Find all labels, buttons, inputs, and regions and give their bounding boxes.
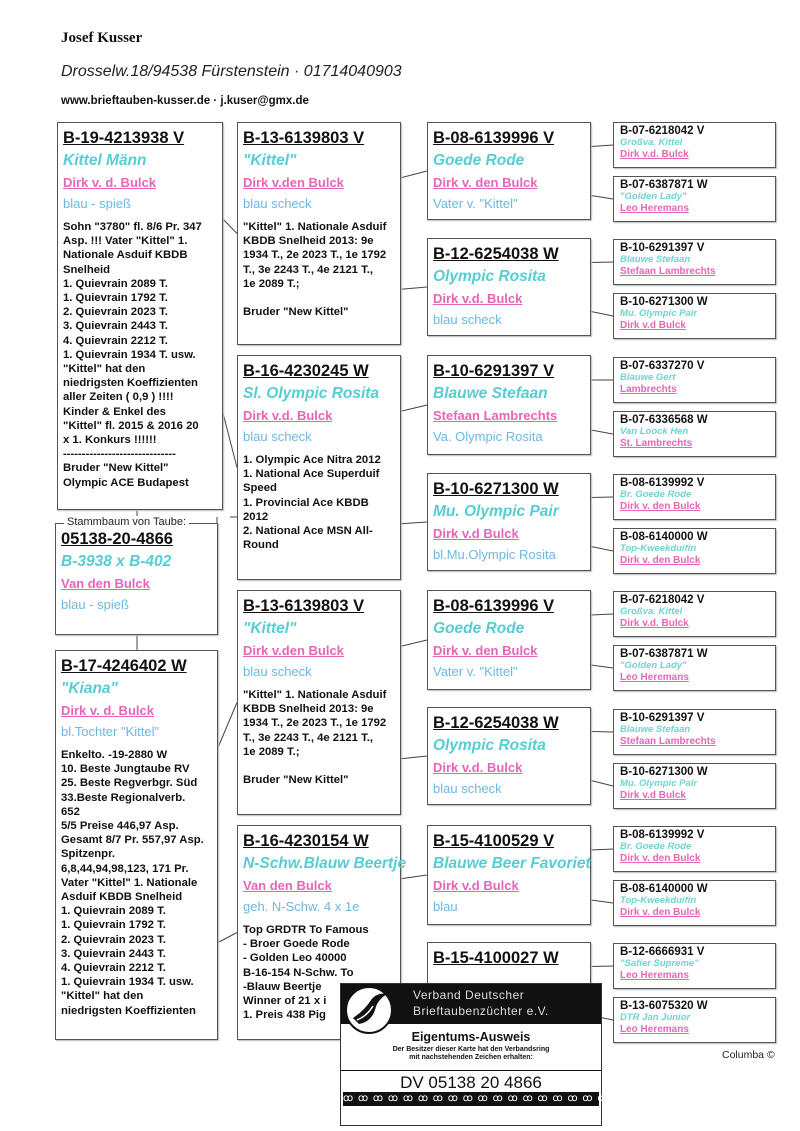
performance-details xyxy=(61,748,212,1018)
ancestor-box-gen4[interactable] xyxy=(613,997,776,1043)
ancestor-box-gen4[interactable] xyxy=(613,763,776,809)
ring-number: B-19-4213938 V xyxy=(63,129,185,147)
owner-web-email: www.brieftauben-kusser.de · j.kuser@gmx.de xyxy=(61,95,309,107)
details-line: Asp. !!! Vater "Kittel" 1. xyxy=(63,235,188,248)
ring-number: B-08-6140000 W xyxy=(620,883,708,895)
pigeon-color: geh. N-Schw. 4 x 1e xyxy=(243,899,360,914)
ring-number: B-10-6271300 W xyxy=(620,766,708,778)
details-line: 5/5 Preise 446,97 Asp. xyxy=(61,820,179,833)
pigeon-color: blau scheck xyxy=(243,196,312,211)
connector-line xyxy=(401,287,427,289)
ancestor-box-gen4[interactable] xyxy=(613,357,776,403)
ring-number: B-07-6218042 V xyxy=(620,125,705,137)
connector-line xyxy=(591,430,613,434)
pigeon-color: Vater v. "Kittel" xyxy=(433,664,518,679)
details-line: 2. Quievrain 2023 T. xyxy=(61,933,166,946)
breeder-name: Dirk v.d. Bulck xyxy=(620,618,689,629)
connector-line xyxy=(591,547,613,552)
details-line: "Kittel" hat den xyxy=(61,990,144,1003)
breeder-name: Dirk v. den Bulck xyxy=(620,853,701,864)
breeder-name: Dirk v.d. Bulck xyxy=(433,760,523,775)
pigeon-name: Blauwe Stefaan xyxy=(433,385,548,402)
ancestor-box-gen4[interactable] xyxy=(613,826,776,872)
details-line: Spitzenpr. xyxy=(61,848,115,861)
details-line: 1934 T., 2e 2023 T., 1e 1792 xyxy=(243,717,387,730)
details-line: 1. Quievrain 1792 T. xyxy=(63,292,168,305)
connector-line xyxy=(591,262,613,263)
details-line: Speed xyxy=(243,482,277,495)
performance-details xyxy=(243,688,395,787)
breeder-name: Dirk v.d. Bulck xyxy=(433,291,523,306)
great-grandparent-box[interactable] xyxy=(427,122,591,220)
ring-number: B-15-4100529 V xyxy=(433,832,555,850)
breeder-name: Dirk v.d. Bulck xyxy=(620,149,689,160)
ring-number: B-08-6139996 V xyxy=(433,129,555,147)
ancestor-box-gen4[interactable] xyxy=(613,880,776,926)
details-line: 1934 T., 2e 2023 T., 1e 1792 xyxy=(243,249,387,262)
details-line: 1. Quievrain 1792 T. xyxy=(61,919,166,932)
performance-details xyxy=(63,220,217,490)
pigeon-name: Kittel Männ xyxy=(63,152,147,169)
details-line xyxy=(243,759,395,773)
details-line: 1. National Ace Superduif xyxy=(243,468,380,481)
details-line: 2012 xyxy=(243,510,269,523)
connector-line xyxy=(591,732,613,733)
grandparent-box[interactable] xyxy=(237,355,401,580)
ring-number: B-08-6139996 V xyxy=(433,597,555,615)
pigeon-name: Br. Goede Rode xyxy=(620,489,692,500)
ring-number: B-12-6254038 W xyxy=(433,245,559,263)
details-line: -Blauw Beertje xyxy=(243,980,322,993)
ring-number: B-10-6271300 W xyxy=(433,480,559,498)
breeder-name: Dirk v.d Bulck xyxy=(433,878,519,893)
ring-number: B-07-6218042 V xyxy=(620,594,705,606)
details-line: 1e 2089 T.; xyxy=(243,277,300,290)
pigeon-color: blau scheck xyxy=(433,312,502,327)
pigeon-color: blau xyxy=(433,899,458,914)
ring-number: B-13-6075320 W xyxy=(620,1000,708,1012)
details-line: 4. Quievrain 2212 T. xyxy=(61,962,166,975)
details-line: 1. Quievrain 1934 T. usw. xyxy=(61,976,194,989)
connector-line xyxy=(223,413,237,468)
connector-line xyxy=(591,900,613,903)
details-line: 3. Quievrain 2443 T. xyxy=(63,320,168,333)
pigeon-color: blau - spieß xyxy=(63,196,131,211)
breeder-name: Stefaan Lambrechts xyxy=(620,266,716,277)
details-line: T., 3e 2243 T., 4e 2121 T., xyxy=(243,731,374,744)
connector-line xyxy=(591,665,613,668)
pigeon-name: Blauwe Stefaan xyxy=(620,724,691,735)
connector-line xyxy=(401,875,427,879)
breeder-name: Dirk v. den Bulck xyxy=(620,907,701,918)
details-line: 33.Beste Regionalverb. xyxy=(61,791,186,804)
ancestor-box-gen4[interactable] xyxy=(613,474,776,520)
details-line: Olympic ACE Budapest xyxy=(63,476,189,489)
breeder-name: Dirk v. den Bulck xyxy=(433,643,538,658)
pigeon-name: "Kittel" xyxy=(243,152,297,169)
details-line: Top GRDTR To Famous xyxy=(243,924,369,936)
breeder-name: Leo Heremans xyxy=(620,970,689,981)
details-line: Winner of 21 x i xyxy=(243,995,327,1008)
pigeon-color: bl.Mu.Olympic Rosita xyxy=(433,547,556,562)
pigeon-name: Van Loock Hen xyxy=(620,426,689,437)
connector-line xyxy=(401,640,427,646)
breeder-name: Stefaan Lambrechts xyxy=(433,408,558,423)
connector-line xyxy=(591,145,613,147)
pigeon-name: Top-Kweekduifin xyxy=(620,543,697,554)
details-line: 1. Quievrain 2089 T. xyxy=(61,905,166,918)
ring-number: B-16-4230154 W xyxy=(243,832,369,850)
ancestor-box-gen4[interactable] xyxy=(613,709,776,755)
pigeon-name: DTR Jan Junior xyxy=(620,1012,691,1023)
connector-line xyxy=(591,781,613,787)
pigeon-name: Top-Kweekduifin xyxy=(620,895,697,906)
pigeon-color: Va. Olympic Rosita xyxy=(433,429,543,444)
performance-details xyxy=(243,453,395,552)
details-line: 2. National Ace MSN All- xyxy=(243,525,373,538)
ancestor-box-gen4[interactable] xyxy=(613,645,776,691)
owner-name: Josef Kusser xyxy=(61,30,143,46)
details-line: 10. Beste Jungtaube RV xyxy=(61,763,190,776)
ancestor-box-gen4[interactable] xyxy=(613,943,776,989)
ring-number: B-10-6291397 V xyxy=(620,242,705,254)
connector-line xyxy=(591,312,613,317)
breeder-name: Dirk v. d. Bulck xyxy=(63,175,156,190)
ancestor-box-gen4[interactable] xyxy=(613,591,776,637)
pigeon-name: Blauwe Stefaan xyxy=(620,254,691,265)
details-line: aller Zeiten ( 0,9 ) !!!! xyxy=(63,391,174,404)
details-line: Sohn "3780" fl. 8/6 Pr. 347 xyxy=(63,221,202,233)
pigeon-name: Br. Goede Rode xyxy=(620,841,692,852)
details-line: - Broer Goede Rode xyxy=(243,938,350,951)
pigeon-name: Sl. Olympic Rosita xyxy=(243,385,380,402)
ring-number: B-07-6336568 W xyxy=(620,414,708,426)
pigeon-name: B-3938 x B-402 xyxy=(61,553,172,570)
details-line: Nationale Asduif KBDB xyxy=(63,249,188,262)
pigeon-name: "Golden Lady" xyxy=(620,191,687,202)
ancestor-box-gen4[interactable] xyxy=(613,293,776,339)
ancestor-box-gen4[interactable] xyxy=(613,176,776,222)
details-line: KBDB Snelheid 2013: 9e xyxy=(243,703,374,716)
pigeon-color: bl.Tochter "Kittel" xyxy=(61,724,160,739)
card-text-line: Der Besitzer dieser Karte hat den Verbandsring xyxy=(392,1046,550,1053)
breeder-name: Dirk v.den Bulck xyxy=(243,643,344,658)
breeder-name: Dirk v. den Bulck xyxy=(620,501,701,512)
ring-number: DV 05138 20 4866 xyxy=(341,1070,601,1093)
performance-details xyxy=(243,220,395,319)
details-line: 4. Quievrain 2212 T. xyxy=(63,334,168,347)
card-org-line: Brieftaubenzüchter e.V. xyxy=(413,1004,549,1018)
pigeon-color: blau scheck xyxy=(433,781,502,796)
details-line: "Kittel" hat den xyxy=(63,363,146,376)
details-line: 1e 2089 T.; xyxy=(243,745,300,758)
card-decorative-band: ꝏ ꝏ ꝏ ꝏ ꝏ ꝏ ꝏ ꝏ ꝏ ꝏ ꝏ ꝏ ꝏ ꝏ ꝏ ꝏ ꝏ ꝏ ꝏ ꝏ xyxy=(343,1093,639,1104)
pigeon-color: blau scheck xyxy=(243,664,312,679)
ring-number: B-07-6337270 V xyxy=(620,360,705,372)
ring-number: B-07-6387871 W xyxy=(620,179,708,191)
ring-number: B-10-6291397 V xyxy=(433,362,555,380)
grandparent-box[interactable] xyxy=(237,590,401,815)
ring-number: B-12-6254038 W xyxy=(433,714,559,732)
ancestor-box-gen4[interactable] xyxy=(613,239,776,285)
pigeon-name: Olympic Rosita xyxy=(433,737,546,754)
card-org xyxy=(413,987,549,1019)
pigeon-name: "Kittel" xyxy=(243,620,297,637)
details-line: Bruder "New Kittel" xyxy=(243,774,349,787)
ring-number: B-16-4230245 W xyxy=(243,362,369,380)
details-line: niedrigsten Koeffizienten xyxy=(63,377,198,390)
great-grandparent-box[interactable] xyxy=(427,825,591,925)
breeder-name: Lambrechts xyxy=(620,384,677,395)
details-line: Kinder & Enkel des xyxy=(63,405,166,418)
pigeon-color: blau - spieß xyxy=(61,597,129,612)
connector-line xyxy=(591,497,613,498)
details-line: KBDB Snelheid 2013: 9e xyxy=(243,235,374,248)
pigeon-name: Mu. Olympic Pair xyxy=(620,308,698,319)
pigeon-name: "Golden Lady" xyxy=(620,660,687,671)
great-grandparent-box[interactable] xyxy=(427,238,591,336)
details-line: "Kittel" 1. Nationale Asduif xyxy=(243,221,387,233)
details-line: 6,8,44,94,98,123, 171 Pr. xyxy=(61,862,189,875)
ring-number: B-13-6139803 V xyxy=(243,129,365,147)
details-line: 1. Quievrain 2089 T. xyxy=(63,277,168,290)
details-line: x 1. Konkurs !!!!!! xyxy=(63,434,157,447)
pedigree-label: Stammbaum von Taube: xyxy=(64,516,189,528)
details-line: 652 xyxy=(61,805,80,818)
breeder-name: Dirk v.d Bulck xyxy=(620,790,686,801)
ring-number: B-10-6291397 V xyxy=(620,712,705,724)
details-line: "Kittel" 1. Nationale Asduif xyxy=(243,689,387,701)
breeder-name: Dirk v.d. Bulck xyxy=(243,408,333,423)
ring-number: B-15-4100027 W xyxy=(433,949,559,967)
breeder-name: Dirk v.den Bulck xyxy=(243,175,344,190)
pigeon-name: Blauwe Beer Favoriet xyxy=(433,855,591,872)
pigeon-name: Goede Rode xyxy=(433,620,525,637)
ring-number: B-17-4246402 W xyxy=(61,657,187,675)
pigeon-name: Blauwe Gert xyxy=(620,372,676,383)
connector-line xyxy=(218,933,237,943)
great-grandparent-box[interactable] xyxy=(427,707,591,805)
pigeon-name: Großva. Kittel xyxy=(620,606,683,617)
ring-number: B-12-6666931 V xyxy=(620,946,705,958)
connector-line xyxy=(401,522,427,524)
details-line: 1. Quievrain 1934 T. usw. xyxy=(63,348,196,361)
connector-line xyxy=(591,966,613,967)
details-line: 1. Provincial Ace KBDB xyxy=(243,496,369,509)
connector-line xyxy=(591,849,613,850)
details-line: B-16-154 N-Schw. To xyxy=(243,966,354,979)
details-line: niedrigsten Koeffizienten xyxy=(61,1004,196,1017)
details-line: ------------------------------ xyxy=(63,448,176,461)
details-line: 25. Beste Regverbgr. Süd xyxy=(61,777,198,790)
pigeon-name: Goede Rode xyxy=(433,152,525,169)
connector-line xyxy=(591,196,613,200)
pigeon-name: "Kiana" xyxy=(61,680,118,697)
pigeon-name: Großva. Kittel xyxy=(620,137,683,148)
ring-number: 05138-20-4866 xyxy=(61,530,173,548)
great-grandparent-box[interactable] xyxy=(427,355,591,455)
details-line: Asduif KBDB Snelheid xyxy=(61,891,183,904)
ring-number: B-08-6139992 V xyxy=(620,829,705,841)
ancestor-box-gen4[interactable] xyxy=(613,122,776,168)
breeder-name: Van den Bulck xyxy=(61,576,150,591)
father-box[interactable] xyxy=(57,122,223,510)
connector-line xyxy=(591,614,613,615)
pigeon-color: blau scheck xyxy=(243,429,312,444)
details-line: Gesamt 8/7 Pr. 557,97 Asp. xyxy=(61,834,204,847)
details-line: 1. Preis 438 Pig xyxy=(243,1009,326,1022)
details-line: Bruder "New Kittel" xyxy=(63,462,169,475)
breeder-name: Dirk v. den Bulck xyxy=(620,555,701,566)
grandparent-box[interactable] xyxy=(237,122,401,345)
breeder-name: Dirk v.d Bulck xyxy=(433,526,519,541)
great-grandparent-box[interactable] xyxy=(427,473,591,571)
details-line: Snelheid xyxy=(63,263,111,276)
card-text-line: mit nachstehenden Zeichen erhalten: xyxy=(409,1054,533,1061)
details-line: Round xyxy=(243,539,279,552)
pigeon-color: Vater v. "Kittel" xyxy=(433,196,518,211)
copyright-credit: Columba © xyxy=(722,1049,775,1061)
breeder-name: Dirk v.d Bulck xyxy=(620,320,686,331)
details-line xyxy=(243,291,395,305)
owner-address: Drosselw.18/94538 Fürstenstein · 01714040903 xyxy=(61,63,402,80)
details-line: Enkelto. -19-2880 W xyxy=(61,749,168,761)
connector-line xyxy=(401,405,427,411)
connector-line xyxy=(218,703,237,748)
connector-line xyxy=(401,756,427,759)
pigeon-name: "Safier Supreme" xyxy=(620,958,699,969)
ownership-card xyxy=(340,983,639,1126)
ring-number: B-13-6139803 V xyxy=(243,597,365,615)
pigeon-name: Mu. Olympic Pair xyxy=(433,503,559,520)
details-line: 1. Olympic Ace Nitra 2012 xyxy=(243,454,381,466)
breeder-name: Van den Bulck xyxy=(243,878,332,893)
pigeon-logo-icon xyxy=(345,986,393,1034)
breeder-name: Leo Heremans xyxy=(620,1024,689,1035)
details-line: T., 3e 2243 T., 4e 2121 T., xyxy=(243,263,374,276)
ring-number: B-10-6271300 W xyxy=(620,296,708,308)
ring-number: B-08-6139992 V xyxy=(620,477,705,489)
breeder-name: Leo Heremans xyxy=(620,203,689,214)
ancestor-box-gen4[interactable] xyxy=(613,411,776,457)
connector-line xyxy=(401,171,427,178)
breeder-name: Dirk v. den Bulck xyxy=(433,175,538,190)
subject-pigeon-box[interactable] xyxy=(55,523,218,635)
card-title: Eigentums-Ausweis xyxy=(411,1030,531,1044)
pigeon-name: Olympic Rosita xyxy=(433,268,546,285)
breeder-name: Stefaan Lambrechts xyxy=(620,736,716,747)
details-line: Vater "Kittel" 1. Nationale xyxy=(61,876,198,889)
details-line: - Golden Leo 40000 xyxy=(243,952,347,965)
pigeon-name: N-Schw.Blauw Beertje xyxy=(243,855,407,872)
connector-line xyxy=(223,219,237,234)
ancestor-box-gen4[interactable] xyxy=(613,528,776,574)
details-line: 2. Quievrain 2023 T. xyxy=(63,306,168,319)
card-org-line: Verband Deutscher xyxy=(413,988,525,1002)
breeder-name: St. Lambrechts xyxy=(620,438,693,449)
ring-number: B-08-6140000 W xyxy=(620,531,708,543)
pigeon-name: Mu. Olympic Pair xyxy=(620,778,698,789)
ring-number: B-07-6387871 W xyxy=(620,648,708,660)
details-line: "Kittel" fl. 2015 & 2016 20 xyxy=(63,419,199,432)
breeder-name: Dirk v. d. Bulck xyxy=(61,703,154,718)
details-line: 3. Quievrain 2443 T. xyxy=(61,947,166,960)
card-text xyxy=(341,1046,601,1062)
mother-box[interactable] xyxy=(55,650,218,1040)
great-grandparent-box[interactable] xyxy=(427,590,591,690)
details-line: Bruder "New Kittel" xyxy=(243,306,349,319)
breeder-name: Leo Heremans xyxy=(620,672,689,683)
